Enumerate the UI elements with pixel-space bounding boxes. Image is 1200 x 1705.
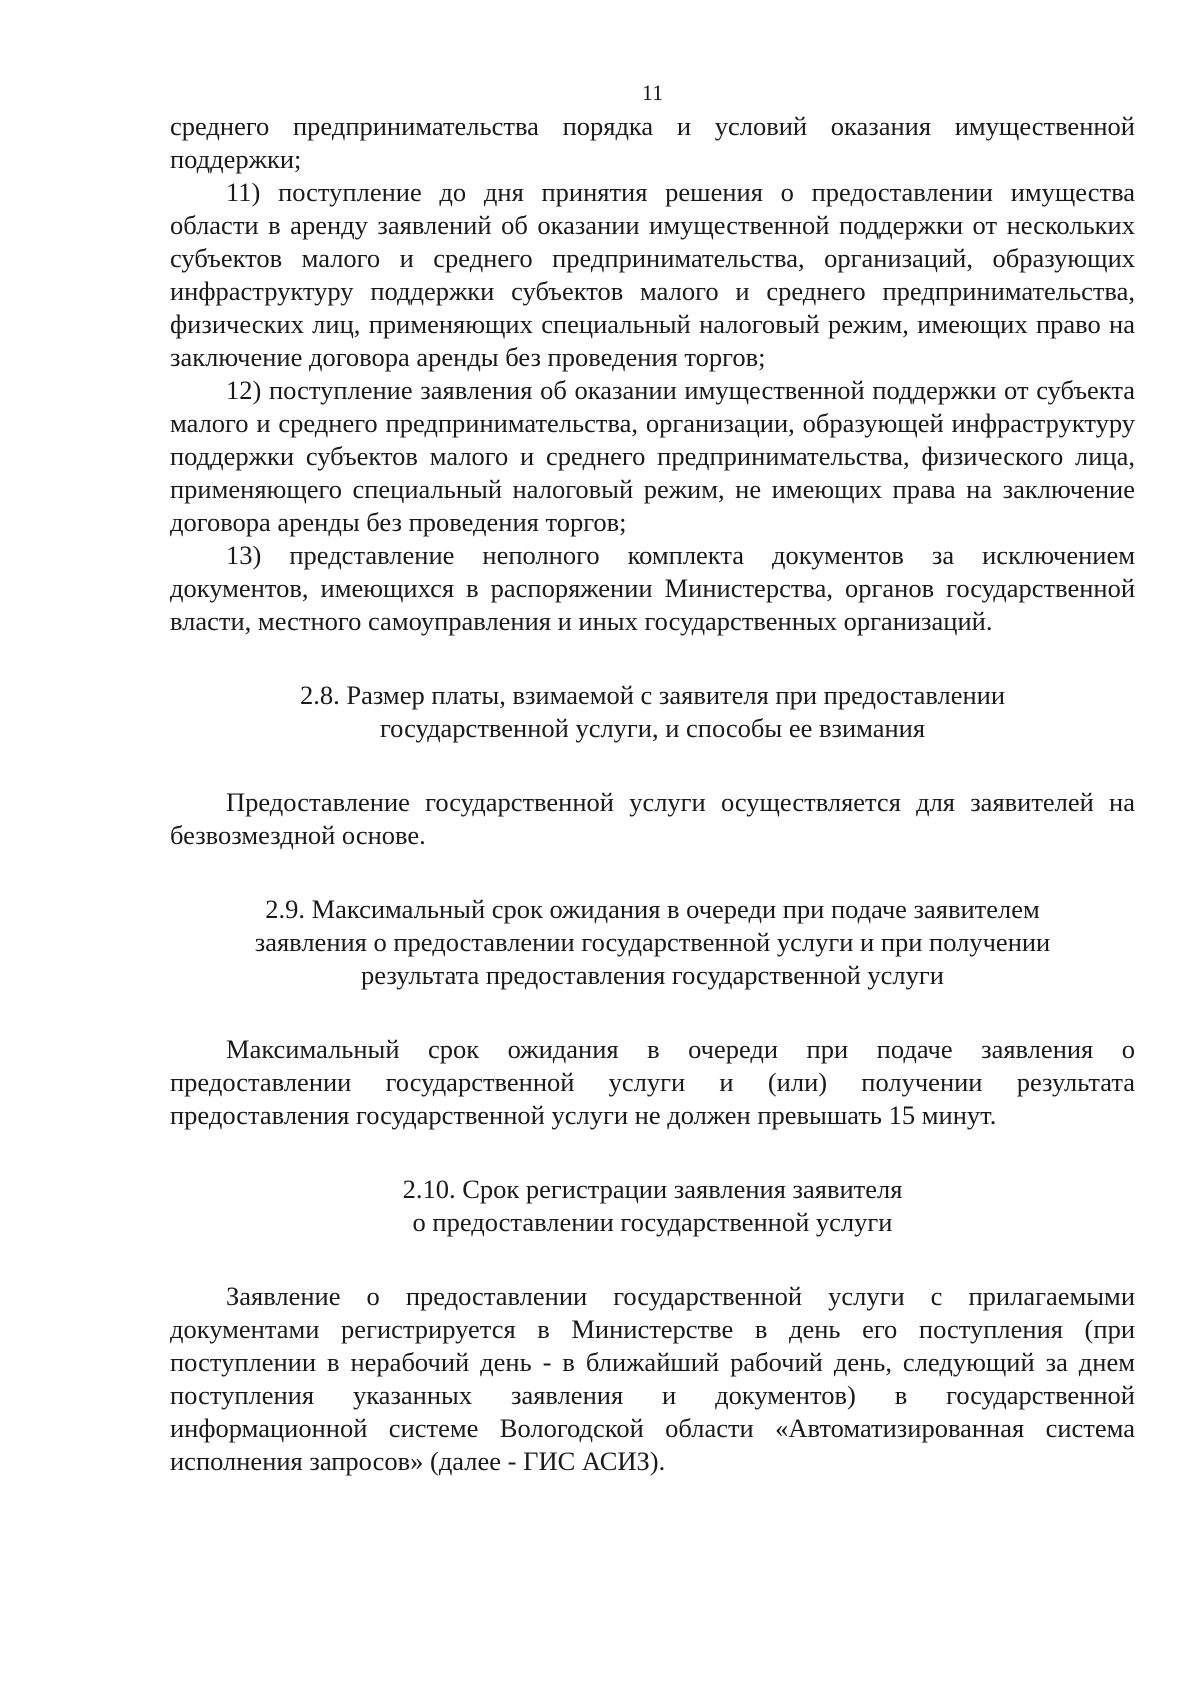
section-heading-2-8 — [170, 679, 1135, 745]
section-heading-line: 2.10. Срок регистрации заявления заявителя — [402, 1174, 903, 1204]
section-heading-line: государственной услуги, и способы ее взимания — [379, 713, 926, 743]
page-number: 11 — [641, 80, 664, 105]
section-heading-line: заявления о предоставлении государственной услуги и при получении — [254, 927, 1051, 957]
list-item-13: 13) представление неполного комплекта документов за исключением документов, имеющихся в распоряжении Министерства, органов государственной власти, местного самоуправления и иных государственных организаций. — [170, 540, 1135, 636]
list-item-12: 12) поступление заявления об оказании имущественной поддержки от субъекта малого и среднего предпринимательства, организации, образующей инфраструктуру поддержки субъектов малого и среднего предпринимательства, физического лица, применяющего специальный налоговый режим, не имеющих права на заключение договора аренды без проведения торгов; — [170, 375, 1135, 537]
section-heading-line: 2.8. Размер платы, взимаемой с заявителя при предоставлении — [299, 680, 1006, 710]
document-page — [170, 78, 1135, 1478]
section-heading-line: результата предоставления государственной услуги — [361, 960, 944, 990]
section-heading-2-10 — [170, 1173, 1135, 1239]
section-body-2-10: Заявление о предоставлении государственной услуги с прилагаемыми документами регистрируется в Министерстве в день его поступления (при поступлении в нерабочий день - в ближайший рабочий день, следующий за днем поступления указанных заявления и документов) в государственной информационной системе Вологодской области «Автоматизированная система исполнения запросов» (далее - ГИС АСИЗ). — [170, 1281, 1135, 1476]
paragraph-continuation: среднего предпринимательства порядка и условий оказания имущественной поддержки; — [170, 111, 1135, 174]
list-item-11: 11) поступление до дня принятия решения о предоставлении имущества области в аренду заявлений об оказании имущественной поддержки от нескольких субъектов малого и среднего предпринимательства, организаций, образующих инфраструктуру поддержки субъектов малого и среднего предпринимательства, физических лиц, применяющих специальный налоговый режим, имеющих право на заключение договора аренды без проведения торгов; — [170, 177, 1135, 372]
section-body-2-9: Максимальный срок ожидания в очереди при подаче заявления о предоставлении государственной услуги и (или) получении результата предоставления государственной услуги не должен превышать 15 минут. — [170, 1034, 1135, 1130]
section-heading-line: о предоставлении государственной услуги — [412, 1207, 893, 1237]
section-body-2-8: Предоставление государственной услуги осуществляется для заявителей на безвозмездной основе. — [170, 787, 1135, 850]
section-heading-2-9 — [170, 893, 1135, 992]
section-heading-line: 2.9. Максимальный срок ожидания в очереди при подаче заявителем — [265, 894, 1040, 924]
